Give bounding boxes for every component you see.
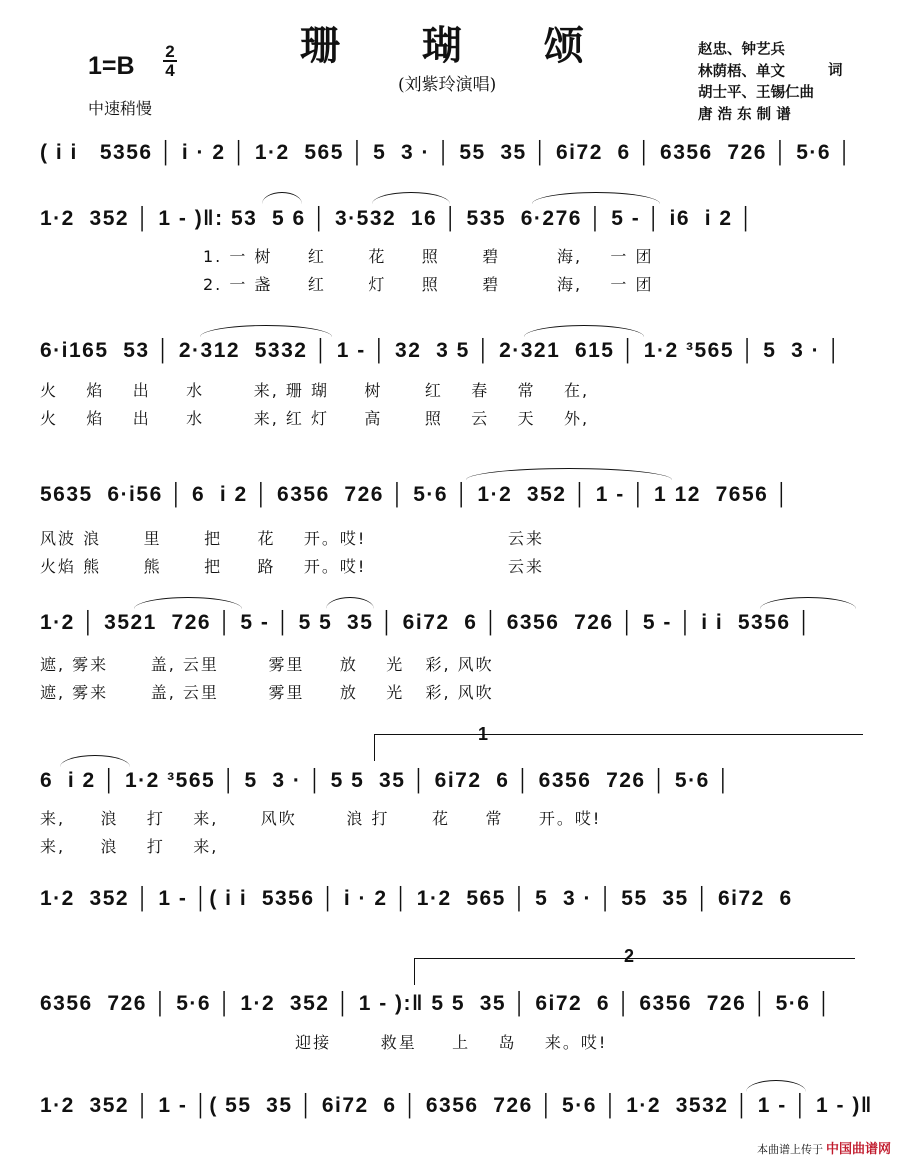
notation-row-8: 6356 726 │ 5·6 │ 1·2 352 │ 1 - ):‖ 5 5 35 │ 6i72 6 │ 6356 726 │ 5·6 │	[40, 992, 833, 1015]
credits-line-3: 胡士平、王锡仁曲	[698, 85, 814, 101]
lyric-row-8-verse-1: 迎接 救星 上 岛 来。哎!	[40, 1033, 608, 1052]
lyric-row-2-verse-2: 2. 一 盏 红 灯 照 碧 海, 一 团	[40, 275, 654, 294]
lyric-row-2-verse-1: 1. 一 树 红 花 照 碧 海, 一 团	[40, 247, 654, 266]
slur	[746, 1080, 806, 1092]
notation-row-1: ( i i 5356 │ i · 2 │ 1·2 565 │ 5 3 · │ 55 35 │ 6i72 6 │ 6356 726 │ 5·6 │	[40, 141, 854, 164]
volta-bracket-2	[414, 958, 855, 985]
credits	[698, 40, 843, 126]
upload-footer-text: 本曲谱上传于	[756, 1143, 823, 1156]
score-row-6	[40, 767, 870, 795]
song-title: 珊 瑚 颂	[300, 22, 618, 69]
score-row-7	[40, 885, 870, 913]
notation-row-2: 1·2 352 │ 1 - )‖: 53 5 6 │ 3·532 16 │ 535 6·276 │ 5 - │ i6 i 2 │	[40, 207, 755, 230]
score-row-3	[40, 337, 870, 365]
time-signature	[160, 44, 180, 78]
score-row-4	[40, 481, 870, 509]
notation-row-9: 1·2 352 │ 1 - │( 55 35 │ 6i72 6 │ 6356 726 │ 5·6 │ 1·2 3532 │ 1 - │ 1 - )‖	[40, 1094, 873, 1117]
slur	[466, 468, 672, 480]
score-row-5	[40, 609, 870, 637]
credits-line-2: 林荫梧、单文	[698, 63, 785, 80]
notation-row-5: 1·2 │ 3521 726 │ 5 - │ 5 5 35 │ 6i72 6 │ 6356 726 │ 5 - │ i i 5356 │	[40, 611, 813, 634]
lyric-row-5-verse-1: 遮, 雾来 盖, 云里 雾里 放 光 彩, 风吹	[40, 655, 494, 674]
volta-number-1: 1	[478, 724, 489, 744]
score-row-2	[40, 205, 870, 233]
key-signature: 1=B	[88, 52, 135, 80]
lyric-row-6-verse-1: 来, 浪 打 来, 风吹 浪 打 花 常 开。哎!	[40, 809, 602, 828]
performer-subtitle: (刘紫玲演唱)	[398, 75, 497, 95]
slur	[326, 597, 374, 609]
slur	[60, 755, 130, 767]
slur	[262, 192, 302, 204]
tempo-marking: 中速稍慢	[88, 99, 153, 118]
upload-footer	[757, 1138, 891, 1157]
volta-number-2: 2	[624, 946, 635, 966]
score-row-1	[40, 139, 870, 167]
slur	[372, 192, 450, 204]
lyric-row-4-verse-1: 风波 浪 里 把 花 开。哎! 云来	[40, 529, 545, 548]
credits-line-4: 唐 浩 东 制 谱	[698, 106, 791, 123]
time-signature-top: 2	[165, 42, 175, 61]
slur	[524, 325, 644, 337]
lyric-row-5-verse-2: 遮, 雾来 盖, 云里 雾里 放 光 彩, 风吹	[40, 683, 494, 702]
score-row-9	[40, 1092, 873, 1120]
slur	[200, 325, 332, 337]
time-signature-bottom: 4	[165, 61, 175, 80]
credits-lyrics-tag: 词	[828, 63, 843, 79]
credits-line-1: 赵忠、钟艺兵	[698, 42, 785, 58]
notation-row-7: 1·2 352 │ 1 - │( i i 5356 │ i · 2 │ 1·2 565 │ 5 3 · │ 55 35 │ 6i72 6	[40, 887, 793, 910]
lyric-row-3-verse-1: 火 焰 出 水 来, 珊 瑚 树 红 春 常 在,	[40, 381, 590, 400]
slur	[532, 192, 660, 204]
notation-row-3: 6·i165 53 │ 2·312 5332 │ 1 - │ 32 3 5 │ 2·321 615 │ 1·2 ³565 │ 5 3 · │	[40, 339, 843, 362]
volta-bracket-1	[374, 734, 863, 761]
slur	[134, 597, 242, 609]
lyric-row-4-verse-2: 火焰 熊 熊 把 路 开。哎! 云来	[40, 557, 545, 576]
score-row-8	[40, 990, 870, 1018]
site-logo[interactable]: 中国曲谱网	[825, 1142, 891, 1157]
lyric-row-3-verse-2: 火 焰 出 水 来, 红 灯 高 照 云 天 外,	[40, 409, 590, 428]
notation-row-4: 5635 6·i56 │ 6 i 2 │ 6356 726 │ 5·6 │ 1·2 352 │ 1 - │ 1 12 7656 │	[40, 483, 791, 506]
notation-row-6: 6 i 2 │ 1·2 ³565 │ 5 3 · │ 5 5 35 │ 6i72 6 │ 6356 726 │ 5·6 │	[40, 769, 732, 792]
lyric-row-6-verse-2: 来, 浪 打 来,	[40, 837, 219, 856]
slur	[760, 597, 856, 609]
